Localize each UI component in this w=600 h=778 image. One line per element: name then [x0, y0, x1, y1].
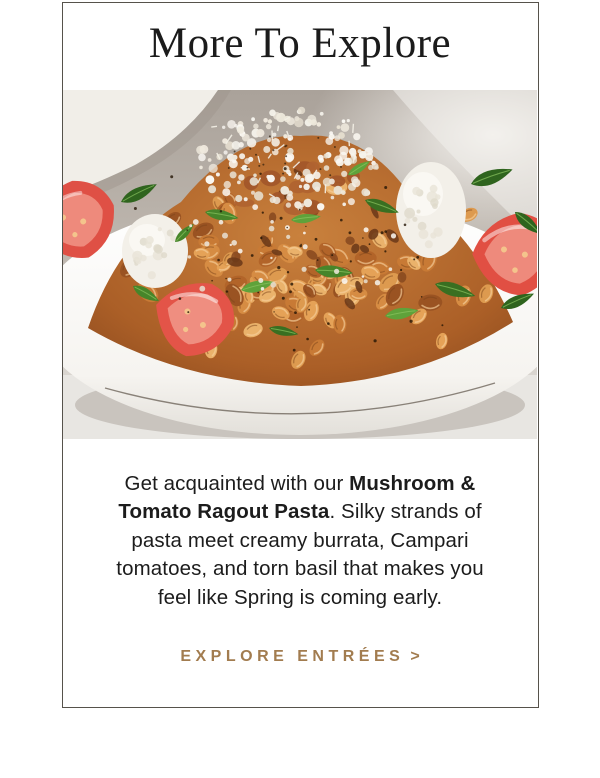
- description-line: feel like Spring is coming early.: [157, 585, 443, 609]
- description-line: tomatoes, and torn basil that makes you: [116, 557, 484, 581]
- burrata-right: [396, 162, 466, 258]
- chevron-right-icon: >: [410, 648, 420, 666]
- email-card: [62, 2, 539, 708]
- description: [63, 470, 538, 613]
- explore-entrees-label: EXPLORE ENTRÉES: [180, 648, 405, 666]
- section-title: More To Explore: [148, 20, 452, 67]
- dish-photo-illustration: [63, 90, 537, 439]
- description-line: Tomato Ragout Pasta. Silky strands of: [118, 500, 482, 524]
- description-line: pasta meet creamy burrata, Campari: [131, 528, 469, 552]
- burrata-left: [122, 214, 188, 288]
- page: [0, 2, 600, 708]
- explore-entrees-link[interactable]: [63, 648, 538, 666]
- description-line: Get acquainted with our Mushroom &: [124, 471, 476, 495]
- dish-photo: [63, 90, 537, 439]
